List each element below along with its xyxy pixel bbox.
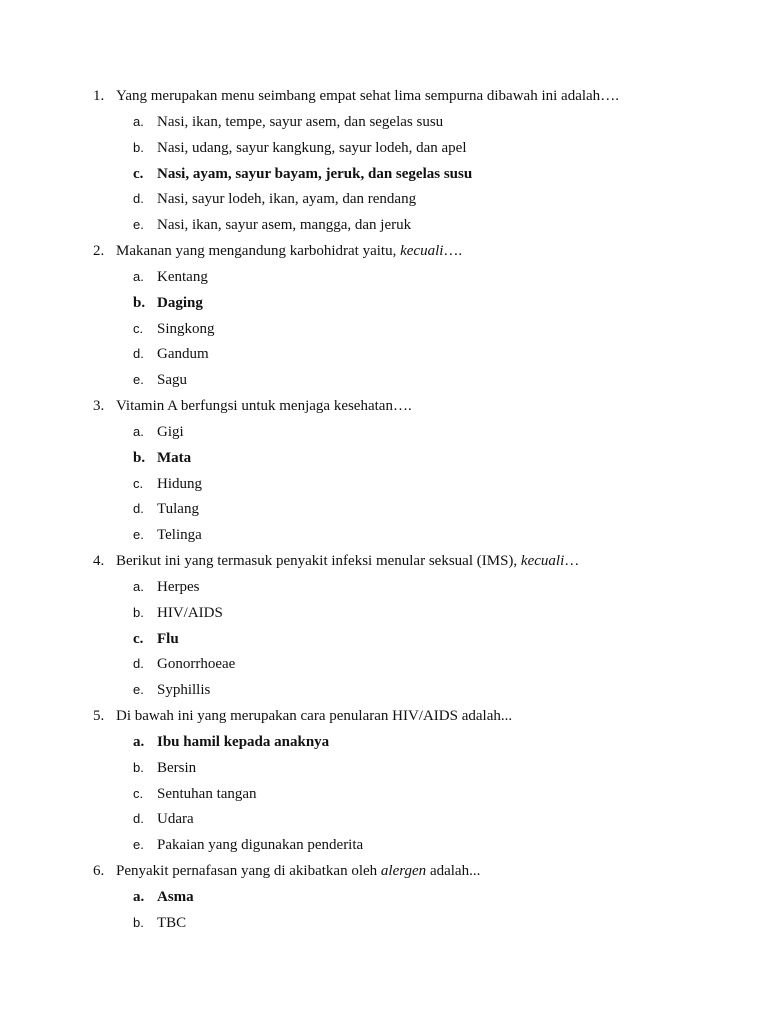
question-emphasis: alergen — [380, 863, 427, 879]
option-letter: b. — [133, 450, 146, 466]
option-text: Kentang — [157, 269, 208, 285]
option-text: Udara — [157, 811, 194, 827]
question-text — [116, 395, 412, 417]
option-text: Flu — [157, 631, 179, 647]
question-emphasis: kecuali — [520, 553, 565, 569]
option-text: Herpes — [157, 579, 200, 595]
option-letter: b. — [133, 140, 144, 155]
option-letter: c. — [133, 166, 144, 182]
question-text — [116, 240, 462, 262]
question-text — [116, 860, 480, 882]
option-letter: b. — [133, 915, 144, 930]
option-letter: b. — [133, 295, 146, 311]
option-text: HIV/AIDS — [157, 605, 223, 621]
question-text — [116, 550, 579, 572]
question-stem: Vitamin A berfungsi untuk menjaga kesehatan — [116, 398, 393, 414]
option-text: Bersin — [157, 760, 197, 776]
option-letter: a. — [133, 579, 144, 594]
question-suffix: … — [564, 553, 580, 569]
question-stem: Yang merupakan menu seimbang empat sehat lima sempurna dibawah ini adalah — [116, 88, 601, 104]
question-emphasis: kecuali — [400, 243, 444, 259]
question-number: 3. — [93, 398, 105, 414]
question-suffix: …. — [392, 398, 412, 414]
option-text: Ibu hamil kepada anaknya — [157, 734, 330, 750]
option-text: Gandum — [157, 346, 209, 362]
option-letter: a. — [133, 269, 144, 284]
option-letter: b. — [133, 605, 144, 620]
option-letter: c. — [133, 321, 144, 336]
option-text: Nasi, ikan, tempe, sayur asem, dan segelas susu — [157, 114, 444, 130]
question-number: 4. — [93, 553, 105, 569]
question-number: 5. — [93, 708, 105, 724]
question-stem: Berikut ini yang termasuk penyakit infeksi menular seksual (IMS), — [116, 553, 521, 569]
option-letter: a. — [133, 114, 144, 129]
option-text: Nasi, udang, sayur kangkung, sayur lodeh, dan apel — [157, 140, 467, 156]
option-text: Sentuhan tangan — [157, 786, 257, 802]
option-text: Mata — [157, 450, 192, 466]
option-text: Daging — [157, 295, 203, 311]
option-letter: d. — [133, 811, 144, 826]
option-text: Sagu — [157, 372, 187, 388]
option-text: Singkong — [157, 321, 215, 337]
option-text: Telinga — [157, 527, 202, 543]
question-stem: Penyakit pernafasan yang di akibatkan oleh — [116, 863, 381, 879]
question-text — [116, 85, 619, 107]
question-number: 1. — [93, 88, 105, 104]
option-letter: c. — [133, 786, 144, 801]
question-number: 6. — [93, 863, 105, 879]
option-letter: d. — [133, 656, 144, 671]
option-text: Syphillis — [157, 682, 211, 698]
option-letter: c. — [133, 476, 144, 491]
option-text: Tulang — [157, 501, 199, 517]
option-letter: e. — [133, 682, 144, 697]
option-text: Nasi, sayur lodeh, ikan, ayam, dan rendang — [157, 191, 417, 207]
question-suffix: …. — [443, 243, 463, 259]
option-text: Asma — [157, 889, 194, 905]
option-text: Hidung — [157, 476, 202, 492]
option-text: Gonorrhoeae — [157, 656, 236, 672]
option-letter: d. — [133, 191, 144, 206]
option-text: Nasi, ikan, sayur asem, mangga, dan jeruk — [157, 217, 412, 233]
option-letter: e. — [133, 837, 144, 852]
option-letter: e. — [133, 372, 144, 387]
question-text — [116, 705, 512, 727]
option-letter: e. — [133, 527, 144, 542]
option-letter: b. — [133, 760, 144, 775]
option-text: Pakaian yang digunakan penderita — [157, 837, 364, 853]
option-letter: d. — [133, 501, 144, 516]
option-text: TBC — [157, 915, 187, 931]
option-text: Nasi, ayam, sayur bayam, jeruk, dan segelas susu — [157, 166, 473, 182]
option-letter: e. — [133, 217, 144, 232]
option-letter: a. — [133, 889, 145, 905]
question-number: 2. — [93, 243, 105, 259]
question-suffix: …. — [600, 88, 619, 104]
option-letter: a. — [133, 734, 145, 750]
option-letter: a. — [133, 424, 144, 439]
question-stem: Makanan yang mengandung karbohidrat yaitu, — [116, 243, 401, 259]
option-letter: c. — [133, 631, 144, 647]
question-suffix: adalah... — [426, 863, 481, 879]
option-letter: d. — [133, 346, 144, 361]
question-stem: Di bawah ini yang merupakan cara penularan HIV/AIDS adalah... — [116, 708, 513, 724]
option-text: Gigi — [157, 424, 184, 440]
